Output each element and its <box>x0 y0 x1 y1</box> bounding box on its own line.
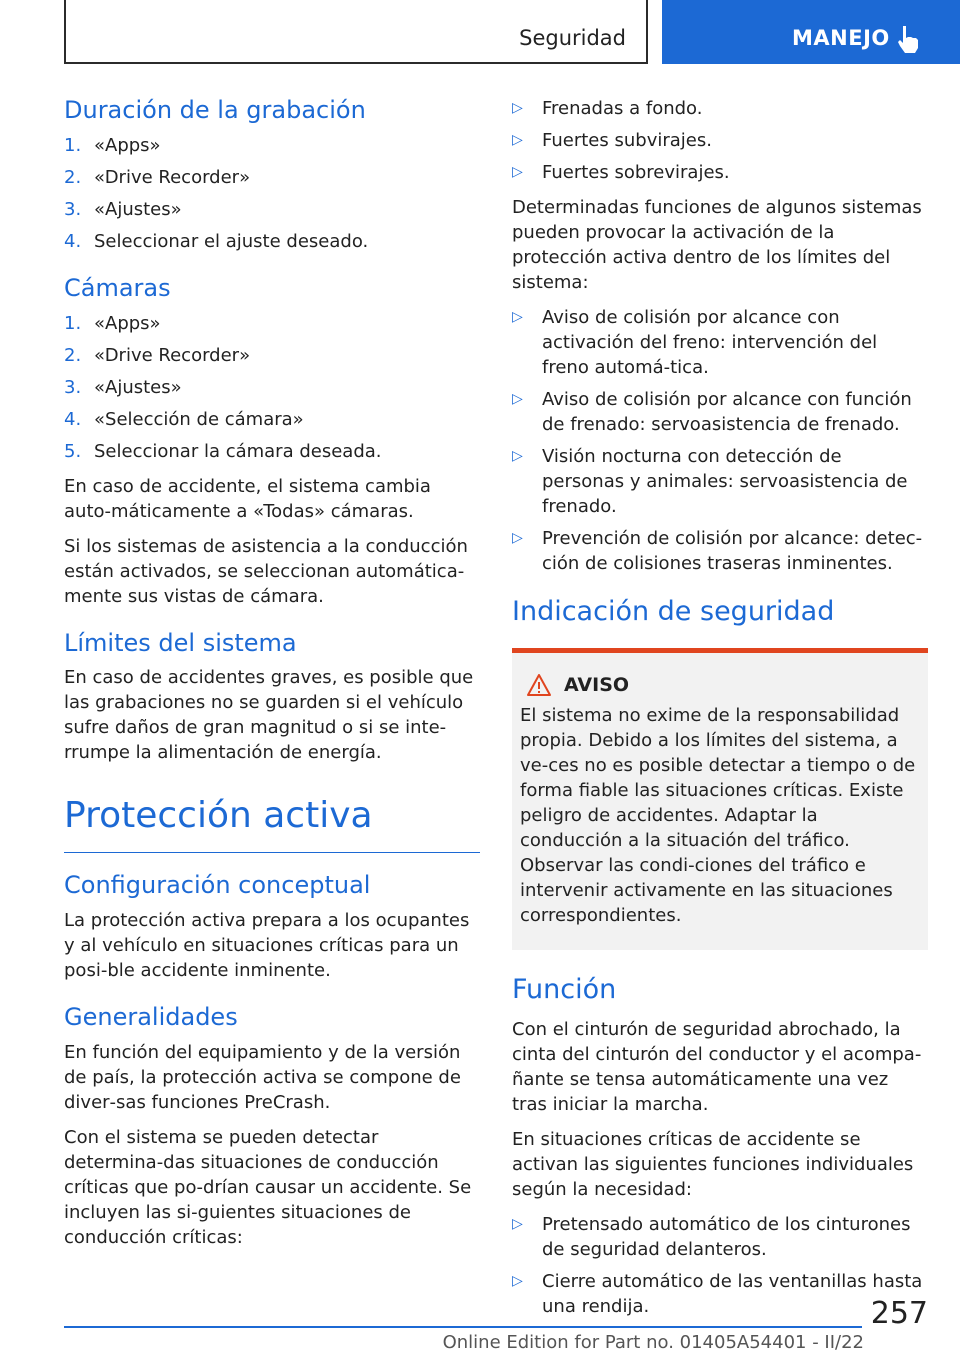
list-item: 4. «Selección de cámara» <box>64 408 304 430</box>
heading-funcion: Función <box>512 974 617 1006</box>
critical-situations-list <box>512 96 928 185</box>
heading-duracion: Duración de la grabación <box>64 96 366 124</box>
list-item: ▷ Prevención de colisión por alcance: detec‐ción de colisiones traseras inminentes. <box>512 528 923 574</box>
list-item: 2. «Drive Recorder» <box>64 166 251 188</box>
triangle-bullet-icon: ▷ <box>512 391 523 407</box>
header-section-box <box>64 0 648 64</box>
triangle-bullet-icon: ▷ <box>512 100 523 116</box>
list-item: 5. Seleccionar la cámara deseada. <box>64 440 382 462</box>
page-number: 257 <box>870 1296 928 1331</box>
heading-camaras: Cámaras <box>64 273 171 302</box>
paragraph: Con el cinturón de seguridad abrochado, la cinta del cinturón del conductor y el acompa‐ñante se tensa automáticamente una vez tras iniciar la marcha. <box>512 1018 922 1115</box>
warning-box <box>512 648 928 950</box>
paragraph: En situaciones críticas de accidente se activan las siguientes funciones individuales según la necesidad: <box>512 1128 914 1200</box>
hand-pointer-icon <box>896 24 922 54</box>
paragraph: Determinadas funciones de algunos sistemas pueden provocar la activación de la protección activa dentro de los límites del sistema: <box>512 197 922 293</box>
paragraph: Si los sistemas de asistencia a la conducción están activados, se seleccionan automática‐mente sus vistas de cámara. <box>64 535 468 607</box>
triangle-bullet-icon: ▷ <box>512 1215 523 1232</box>
warning-triangle-icon <box>526 673 552 697</box>
list-item: 1. «Apps» <box>64 312 161 334</box>
steps-camaras <box>64 311 480 464</box>
heading-configuracion: Configuración conceptual <box>64 871 371 900</box>
triangle-bullet-icon: ▷ <box>512 132 523 148</box>
system-functions-list <box>512 305 928 576</box>
header-section-title: Seguridad <box>519 26 626 50</box>
paragraph: En función del equipamiento y de la versión de país, la protección activa se compone de diver‐sas funciones PreCrash. <box>64 1041 461 1113</box>
triangle-bullet-icon: ▷ <box>512 448 523 464</box>
list-item: ▷ Fuertes sobrevirajes. <box>512 162 730 183</box>
list-item: 1. «Apps» <box>64 134 161 156</box>
heading-generalidades: Generalidades <box>64 1002 238 1031</box>
heading-indicacion-seguridad: Indicación de seguridad <box>512 596 835 627</box>
list-item: 3. «Ajustes» <box>64 376 182 398</box>
header-chapter-title: MANEJO <box>792 26 890 50</box>
warning-title: AVISO <box>520 673 920 697</box>
triangle-bullet-icon: ▷ <box>512 1272 523 1289</box>
triangle-bullet-icon: ▷ <box>512 530 523 546</box>
paragraph: Con el sistema se pueden detectar determina‐das situaciones de conducción críticas que po‐drían causar un accidente. Se incluyen las si‐guientes situaciones de conducción críticas: <box>64 1126 472 1248</box>
steps-duracion <box>64 133 480 254</box>
list-item: ▷ Frenadas a fondo. <box>512 98 703 119</box>
list-item: 2. «Drive Recorder» <box>64 344 251 366</box>
heading-limites: Límites del sistema <box>64 628 297 657</box>
list-item: ▷ Aviso de colisión por alcance con función de frenado: servoasistencia de frenado. <box>512 389 912 435</box>
paragraph: La protección activa prepara a los ocupantes y al vehículo en situaciones críticas para un posi‐ble accidente inminente. <box>64 909 470 981</box>
header-chapter-tab[interactable] <box>662 0 960 64</box>
warning-text: El sistema no exime de la responsabilidad propia. Debido a los límites del sistema, a ve‐ces no es posible detectar a tiempo o de forma fiable las situaciones críticas. Existe peligro de accidentes. Adaptar la conducción a la situación del tráfico. Observar las condi‐ciones del tráfico e intervenir activamente en las situaciones correspondientes. <box>520 705 916 927</box>
triangle-bullet-icon: ▷ <box>512 309 523 325</box>
paragraph: En caso de accidente, el sistema cambia auto‐máticamente a «Todas» cámaras. <box>64 475 431 522</box>
list-item: 4. Seleccionar el ajuste deseado. <box>64 230 369 252</box>
list-item: ▷ Visión nocturna con detección de personas y animales: servoasistencia de frenado. <box>512 446 908 517</box>
list-item: ▷ Pretensado automático de los cinturones de seguridad delanteros. <box>512 1213 911 1260</box>
list-item: 3. «Ajustes» <box>64 198 182 220</box>
heading-proteccion-activa: Protección activa <box>64 793 480 853</box>
paragraph: En caso de accidentes graves, es posible que las grabaciones no se guarden si el vehículo sufre daños de gran magnitud o si se inte‐rrumpe la alimentación de energía. <box>64 667 474 764</box>
footer-edition: Online Edition for Part no. 01405A54401 - II/22 <box>442 1332 864 1353</box>
list-item: ▷ Aviso de colisión por alcance con activación del freno: intervención del freno automá‐tica. <box>512 307 878 378</box>
footer-divider <box>64 1326 862 1328</box>
list-item: ▷ Fuertes subvirajes. <box>512 130 712 151</box>
right-column <box>512 96 928 1329</box>
triangle-bullet-icon: ▷ <box>512 164 523 180</box>
individual-functions-list <box>512 1212 928 1319</box>
left-column <box>64 96 480 1260</box>
list-item: ▷ Cierre automático de las ventanillas hasta una rendija. <box>512 1270 923 1317</box>
